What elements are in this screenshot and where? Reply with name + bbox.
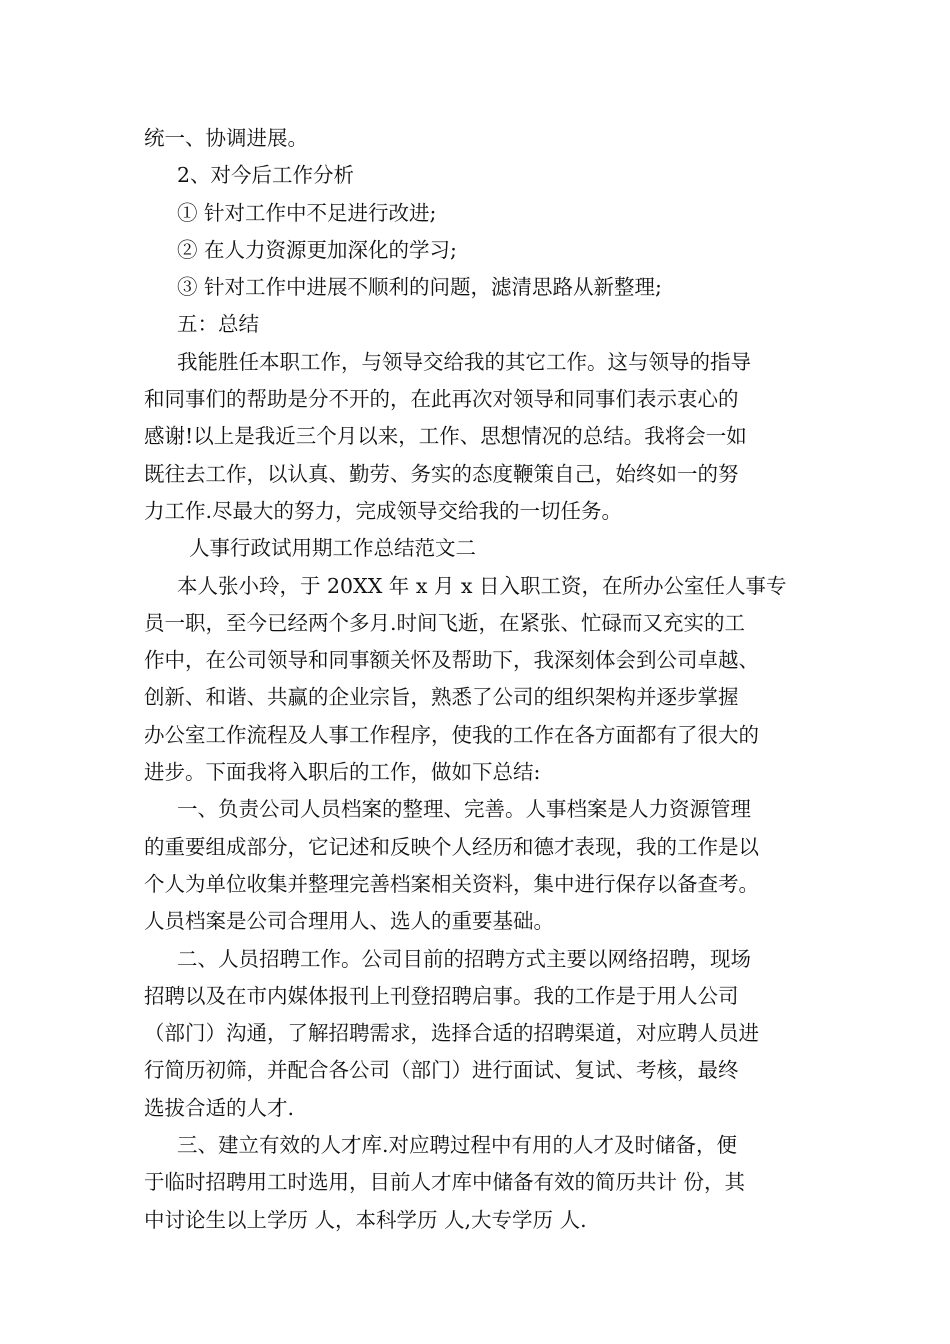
- text-line: 招聘以及在市内媒体报刊上刊登招聘启事。我的工作是于用人公司: [144, 983, 739, 1008]
- text-line: 个人为单位收集并整理完善档案相关资料，集中进行保存以备查考。: [144, 871, 759, 896]
- text-line: 力工作.尽最大的努力，完成领导交给我的一切任务。: [144, 498, 623, 523]
- text-line: 二、人员招聘工作。公司目前的招聘方式主要以网络招聘，现场: [177, 946, 751, 971]
- text-line: 进步。下面我将入职后的工作，做如下总结:: [144, 760, 541, 785]
- text-line: ③ 针对工作中进展不顺利的问题，滤清思路从新整理;: [177, 275, 662, 300]
- text-line: 三、建立有效的人才库.对应聘过程中有用的人才及时储备，便: [177, 1133, 738, 1158]
- text-line: 创新、和谐、共赢的企业宗旨，熟悉了公司的组织架构并逐步掌握: [144, 685, 739, 710]
- text-line: 五：总结: [177, 312, 259, 337]
- text-line: 员一职，至今已经两个多月.时间飞逝，在紧张、忙碌而又充实的工: [144, 610, 746, 635]
- text-line: 人员档案是公司合理用人、选人的重要基础。: [144, 909, 554, 934]
- text-line: 既往去工作，以认真、勤劳、务实的态度鞭策自己，始终如一的努: [144, 461, 739, 486]
- text-line: 选拔合适的人才.: [144, 1095, 295, 1120]
- text-line: 统一、协调进展。: [144, 126, 308, 150]
- text-line: 2、对今后工作分析: [177, 163, 355, 188]
- document-body: [144, 120, 824, 1239]
- text-line: （部门）沟通，了解招聘需求，选择合适的招聘渠道，对应聘人员进: [144, 1021, 759, 1046]
- text-line: 一、负责公司人员档案的整理、完善。人事档案是人力资源管理: [177, 797, 751, 822]
- text-line: 中讨论生以上学历 人，本科学历 人,大专学历 人.: [144, 1207, 587, 1232]
- text-line: 作中，在公司领导和同事额关怀及帮助下，我深刻体会到公司卓越、: [144, 648, 759, 673]
- text-line: 行简历初筛，并配合各公司（部门）进行面试、复试、考核，最终: [144, 1058, 739, 1083]
- text-line: 感谢!以上是我近三个月以来，工作、思想情况的总结。我将会一如: [144, 424, 747, 449]
- text-line: 和同事们的帮助是分不开的，在此再次对领导和同事们表示衷心的: [144, 387, 739, 412]
- text-line: 的重要组成部分，它记述和反映个人经历和德才表现，我的工作是以: [144, 834, 759, 859]
- text-line: 办公室工作流程及人事工作程序，使我的工作在各方面都有了很大的: [144, 722, 759, 747]
- text-line: 本人张小玲，于 20XX 年 x 月 x 日入职工资，在所办公室任人事专: [177, 573, 787, 598]
- text-line: 人事行政试用期工作总结范文二: [189, 536, 476, 561]
- text-line: ② 在人力资源更加深化的学习;: [177, 237, 457, 262]
- text-line: ① 针对工作中不足进行改进;: [177, 200, 437, 225]
- text-line: 我能胜任本职工作，与领导交给我的其它工作。这与领导的指导: [177, 349, 751, 374]
- text-line: 于临时招聘用工时选用，目前人才库中储备有效的简历共计 份，其: [144, 1170, 746, 1195]
